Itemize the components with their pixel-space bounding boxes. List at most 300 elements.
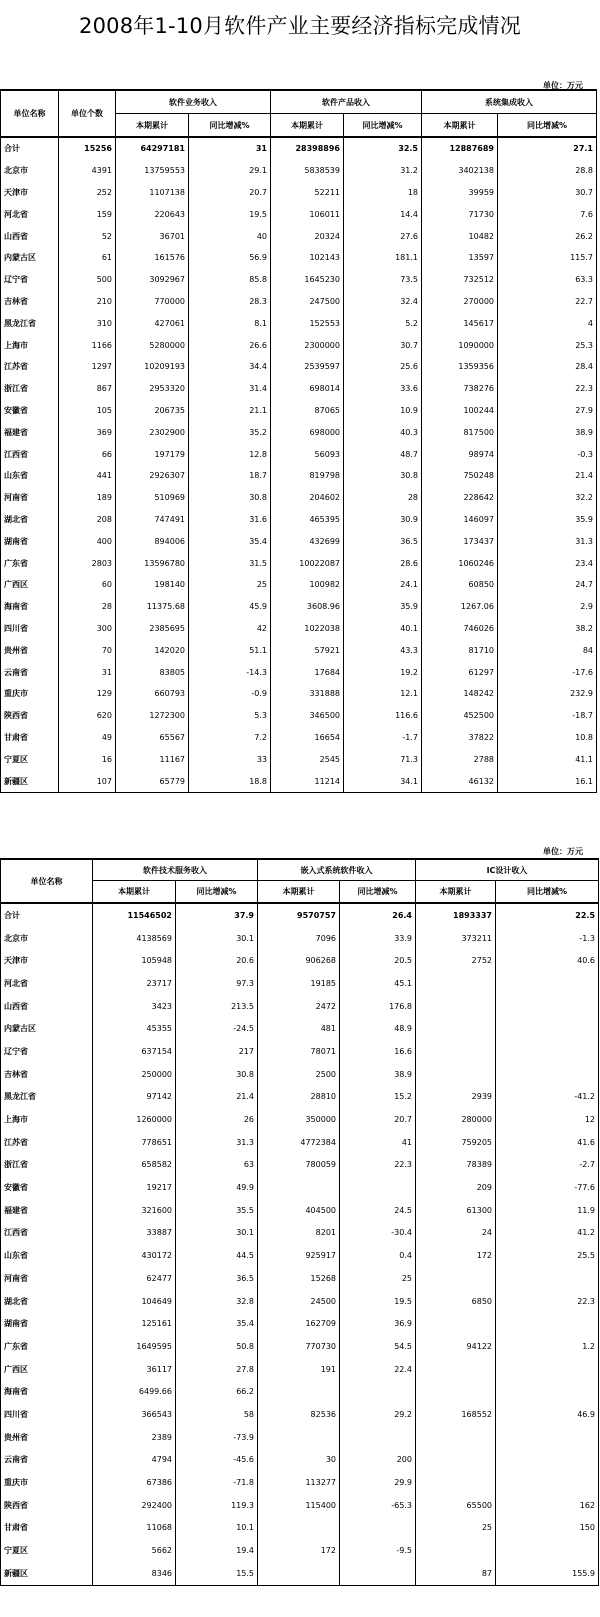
value-cell: 430172 bbox=[93, 1244, 176, 1267]
value-cell: 366543 bbox=[93, 1403, 176, 1426]
value-cell: 1272300 bbox=[116, 705, 189, 727]
value-cell: 36.5 bbox=[176, 1267, 258, 1290]
region-name-cell: 安徽省 bbox=[1, 1176, 93, 1199]
value-cell: 34.4 bbox=[189, 356, 271, 378]
value-cell: 27.9 bbox=[498, 400, 597, 422]
value-cell: 37822 bbox=[422, 727, 498, 749]
region-name-cell: 湖北省 bbox=[1, 1290, 93, 1313]
region-name-cell: 云南省 bbox=[1, 1449, 93, 1472]
value-cell: 2545 bbox=[271, 748, 344, 770]
region-name-cell: 天津市 bbox=[1, 182, 59, 204]
region-name-cell: 江西省 bbox=[1, 1222, 93, 1245]
region-name-cell: 四川省 bbox=[1, 1403, 93, 1426]
value-cell: 13597 bbox=[422, 247, 498, 269]
table-row bbox=[1, 618, 597, 640]
value-cell: 43.3 bbox=[344, 639, 422, 661]
value-cell: 142020 bbox=[116, 639, 189, 661]
value-cell bbox=[496, 995, 599, 1018]
region-name-cell: 吉林省 bbox=[1, 1063, 93, 1086]
value-cell: 6499.66 bbox=[93, 1380, 176, 1403]
header-unit-name: 单位名称 bbox=[1, 859, 93, 903]
value-cell: 510969 bbox=[116, 487, 189, 509]
value-cell: 50.8 bbox=[176, 1335, 258, 1358]
region-name-cell: 安徽省 bbox=[1, 400, 59, 422]
value-cell: 28810 bbox=[258, 1086, 340, 1109]
value-cell: -17.6 bbox=[498, 661, 597, 683]
value-cell: 441 bbox=[59, 465, 116, 487]
value-cell: 17684 bbox=[271, 661, 344, 683]
value-cell: 98974 bbox=[422, 443, 498, 465]
value-cell: 26 bbox=[176, 1108, 258, 1131]
value-cell: 105948 bbox=[93, 949, 176, 972]
value-cell: 25 bbox=[189, 574, 271, 596]
value-cell: 60850 bbox=[422, 574, 498, 596]
value-cell: 115.7 bbox=[498, 247, 597, 269]
table-row bbox=[1, 1244, 599, 1267]
value-cell: 106011 bbox=[271, 203, 344, 225]
region-name-cell: 内蒙古区 bbox=[1, 1017, 93, 1040]
value-cell: 10482 bbox=[422, 225, 498, 247]
value-cell: 197179 bbox=[116, 443, 189, 465]
table-row bbox=[1, 509, 597, 531]
value-cell: -41.2 bbox=[496, 1086, 599, 1109]
table-row bbox=[1, 203, 597, 225]
value-cell: 65567 bbox=[116, 727, 189, 749]
value-cell: 3092967 bbox=[116, 269, 189, 291]
value-cell: 12 bbox=[496, 1108, 599, 1131]
value-cell: 27.8 bbox=[176, 1358, 258, 1381]
value-cell: 20324 bbox=[271, 225, 344, 247]
value-cell: 2472 bbox=[258, 995, 340, 1018]
value-cell: 38.2 bbox=[498, 618, 597, 640]
value-cell: 32.2 bbox=[498, 487, 597, 509]
value-cell: 172 bbox=[258, 1539, 340, 1562]
region-name-cell: 浙江省 bbox=[1, 378, 59, 400]
value-cell: 56.9 bbox=[189, 247, 271, 269]
value-cell: 40.3 bbox=[344, 421, 422, 443]
region-name-cell: 湖南省 bbox=[1, 530, 59, 552]
value-cell: 113277 bbox=[258, 1471, 340, 1494]
value-cell: 2752 bbox=[416, 949, 496, 972]
value-cell: 30.8 bbox=[189, 487, 271, 509]
value-cell: 66 bbox=[59, 443, 116, 465]
value-cell: 373211 bbox=[416, 927, 496, 950]
value-cell: 292400 bbox=[93, 1494, 176, 1517]
value-cell: 11546502 bbox=[93, 903, 176, 927]
region-name-cell: 河北省 bbox=[1, 203, 59, 225]
value-cell: 1.2 bbox=[496, 1335, 599, 1358]
region-name-cell: 广东省 bbox=[1, 552, 59, 574]
value-cell: 35.5 bbox=[176, 1199, 258, 1222]
value-cell: 73.5 bbox=[344, 269, 422, 291]
value-cell: 52 bbox=[59, 225, 116, 247]
value-cell: 23.4 bbox=[498, 552, 597, 574]
table-row bbox=[1, 1517, 599, 1540]
value-cell: 432699 bbox=[271, 530, 344, 552]
value-cell: 13596780 bbox=[116, 552, 189, 574]
value-cell: 20.6 bbox=[176, 949, 258, 972]
value-cell: 152553 bbox=[271, 312, 344, 334]
table-row bbox=[1, 596, 597, 618]
value-cell: 232.9 bbox=[498, 683, 597, 705]
value-cell: 71.3 bbox=[344, 748, 422, 770]
value-cell: 321600 bbox=[93, 1199, 176, 1222]
value-cell: 31.6 bbox=[189, 509, 271, 531]
value-cell: 29.9 bbox=[340, 1471, 416, 1494]
value-cell: 33.6 bbox=[344, 378, 422, 400]
value-cell: 94122 bbox=[416, 1335, 496, 1358]
value-cell bbox=[258, 1562, 340, 1585]
value-cell: 82536 bbox=[258, 1403, 340, 1426]
value-cell: 191 bbox=[258, 1358, 340, 1381]
value-cell: 24.5 bbox=[340, 1199, 416, 1222]
value-cell: 9570757 bbox=[258, 903, 340, 927]
header-yoy-growth: 同比增减% bbox=[498, 114, 597, 138]
region-name-cell: 重庆市 bbox=[1, 683, 59, 705]
value-cell: 36117 bbox=[93, 1358, 176, 1381]
value-cell: 210 bbox=[59, 291, 116, 313]
table-tech-embedded-ic bbox=[0, 858, 599, 1586]
value-cell: -18.7 bbox=[498, 705, 597, 727]
region-name-cell: 浙江省 bbox=[1, 1154, 93, 1177]
value-cell: 31 bbox=[59, 661, 116, 683]
region-name-cell: 河南省 bbox=[1, 1267, 93, 1290]
value-cell: -0.9 bbox=[189, 683, 271, 705]
value-cell: 2539597 bbox=[271, 356, 344, 378]
header-yoy-growth: 同比增减% bbox=[176, 881, 258, 904]
region-name-cell: 湖北省 bbox=[1, 509, 59, 531]
value-cell bbox=[340, 1517, 416, 1540]
value-cell: 15.5 bbox=[176, 1562, 258, 1585]
value-cell: 1022038 bbox=[271, 618, 344, 640]
value-cell: 5662 bbox=[93, 1539, 176, 1562]
value-cell: 19.5 bbox=[189, 203, 271, 225]
value-cell: 46132 bbox=[422, 770, 498, 792]
value-cell: 189 bbox=[59, 487, 116, 509]
value-cell: 300 bbox=[59, 618, 116, 640]
region-name-cell: 海南省 bbox=[1, 1380, 93, 1403]
header-unit-name: 单位名称 bbox=[1, 90, 59, 137]
table-row bbox=[1, 225, 597, 247]
value-cell: 83805 bbox=[116, 661, 189, 683]
value-cell: 25 bbox=[416, 1517, 496, 1540]
table-row bbox=[1, 1086, 599, 1109]
table-row bbox=[1, 1380, 599, 1403]
value-cell: 173437 bbox=[422, 530, 498, 552]
value-cell bbox=[416, 1358, 496, 1381]
value-cell: 10209193 bbox=[116, 356, 189, 378]
value-cell: 41 bbox=[340, 1131, 416, 1154]
value-cell: 102143 bbox=[271, 247, 344, 269]
value-cell: 247500 bbox=[271, 291, 344, 313]
table-row bbox=[1, 927, 599, 950]
value-cell: 12.1 bbox=[344, 683, 422, 705]
value-cell: 78071 bbox=[258, 1040, 340, 1063]
region-name-cell: 四川省 bbox=[1, 618, 59, 640]
region-name-cell: 福建省 bbox=[1, 1199, 93, 1222]
value-cell: 33 bbox=[189, 748, 271, 770]
region-name-cell: 重庆市 bbox=[1, 1471, 93, 1494]
value-cell bbox=[416, 995, 496, 1018]
value-cell: 39959 bbox=[422, 182, 498, 204]
value-cell: 5838539 bbox=[271, 160, 344, 182]
value-cell bbox=[416, 1449, 496, 1472]
value-cell: 168552 bbox=[416, 1403, 496, 1426]
region-name-cell: 新疆区 bbox=[1, 1562, 93, 1585]
value-cell: 87065 bbox=[271, 400, 344, 422]
region-name-cell: 广东省 bbox=[1, 1335, 93, 1358]
value-cell: 5.2 bbox=[344, 312, 422, 334]
value-cell: 4 bbox=[498, 312, 597, 334]
table-row bbox=[1, 465, 597, 487]
table-row bbox=[1, 949, 599, 972]
value-cell: 146097 bbox=[422, 509, 498, 531]
header-current-total: 本期累计 bbox=[116, 114, 189, 138]
value-cell: 867 bbox=[59, 378, 116, 400]
value-cell: 30.1 bbox=[176, 1222, 258, 1245]
region-name-cell: 福建省 bbox=[1, 421, 59, 443]
value-cell: 11167 bbox=[116, 748, 189, 770]
header-yoy-growth: 同比增减% bbox=[340, 881, 416, 904]
value-cell: 310 bbox=[59, 312, 116, 334]
value-cell bbox=[258, 1380, 340, 1403]
table-row bbox=[1, 552, 597, 574]
region-name-cell: 辽宁省 bbox=[1, 269, 59, 291]
value-cell: 28398896 bbox=[271, 137, 344, 160]
table-row bbox=[1, 770, 597, 792]
value-cell: 1649595 bbox=[93, 1335, 176, 1358]
value-cell: 500 bbox=[59, 269, 116, 291]
table-row bbox=[1, 1154, 599, 1177]
header-group-embedded-software: 嵌入式系统软件收入 bbox=[258, 859, 416, 881]
value-cell: 2302900 bbox=[116, 421, 189, 443]
region-name-cell: 宁夏区 bbox=[1, 1539, 93, 1562]
value-cell: 698000 bbox=[271, 421, 344, 443]
table-row-total bbox=[1, 903, 599, 927]
value-cell: 637154 bbox=[93, 1040, 176, 1063]
table-row bbox=[1, 1108, 599, 1131]
value-cell: 206735 bbox=[116, 400, 189, 422]
value-cell: 200 bbox=[340, 1449, 416, 1472]
value-cell: 145617 bbox=[422, 312, 498, 334]
value-cell: 32.4 bbox=[344, 291, 422, 313]
value-cell: 1267.06 bbox=[422, 596, 498, 618]
value-cell: 61 bbox=[59, 247, 116, 269]
value-cell: 4772384 bbox=[258, 1131, 340, 1154]
value-cell: 30.7 bbox=[498, 182, 597, 204]
value-cell: 8201 bbox=[258, 1222, 340, 1245]
value-cell: 172 bbox=[416, 1244, 496, 1267]
value-cell: 30 bbox=[258, 1449, 340, 1472]
value-cell: 698014 bbox=[271, 378, 344, 400]
region-name-cell: 江西省 bbox=[1, 443, 59, 465]
value-cell: -1.7 bbox=[344, 727, 422, 749]
value-cell: 780059 bbox=[258, 1154, 340, 1177]
value-cell: 819798 bbox=[271, 465, 344, 487]
value-cell: 4794 bbox=[93, 1449, 176, 1472]
value-cell bbox=[496, 1539, 599, 1562]
table-row bbox=[1, 1403, 599, 1426]
value-cell: 30.7 bbox=[344, 334, 422, 356]
value-cell: 61297 bbox=[422, 661, 498, 683]
value-cell: 49.9 bbox=[176, 1176, 258, 1199]
table-row bbox=[1, 1449, 599, 1472]
table-row bbox=[1, 1063, 599, 1086]
value-cell: 1297 bbox=[59, 356, 116, 378]
value-cell: 35.9 bbox=[344, 596, 422, 618]
value-cell: 64297181 bbox=[116, 137, 189, 160]
value-cell: 33887 bbox=[93, 1222, 176, 1245]
value-cell: -30.4 bbox=[340, 1222, 416, 1245]
value-cell: 427061 bbox=[116, 312, 189, 334]
table-row bbox=[1, 400, 597, 422]
value-cell: 2385695 bbox=[116, 618, 189, 640]
region-name-cell: 广西区 bbox=[1, 1358, 93, 1381]
value-cell bbox=[496, 972, 599, 995]
value-cell: 15256 bbox=[59, 137, 116, 160]
value-cell: 38.9 bbox=[340, 1063, 416, 1086]
region-name-cell: 海南省 bbox=[1, 596, 59, 618]
value-cell bbox=[416, 1312, 496, 1335]
value-cell: 404500 bbox=[258, 1199, 340, 1222]
value-cell: 34.1 bbox=[344, 770, 422, 792]
value-cell: 16.1 bbox=[498, 770, 597, 792]
value-cell: 1090000 bbox=[422, 334, 498, 356]
value-cell: 198140 bbox=[116, 574, 189, 596]
table-row bbox=[1, 487, 597, 509]
header-unit-count: 单位个数 bbox=[59, 90, 116, 137]
value-cell: 10022087 bbox=[271, 552, 344, 574]
value-cell: 1260000 bbox=[93, 1108, 176, 1131]
value-cell: 25.5 bbox=[496, 1244, 599, 1267]
value-cell: 24 bbox=[416, 1222, 496, 1245]
region-name-cell: 合计 bbox=[1, 903, 93, 927]
table-row bbox=[1, 995, 599, 1018]
value-cell: 213.5 bbox=[176, 995, 258, 1018]
value-cell: 22.3 bbox=[340, 1154, 416, 1177]
value-cell bbox=[416, 972, 496, 995]
value-cell: 7.6 bbox=[498, 203, 597, 225]
value-cell: 19.4 bbox=[176, 1539, 258, 1562]
value-cell: 15268 bbox=[258, 1267, 340, 1290]
value-cell: 45.9 bbox=[189, 596, 271, 618]
value-cell: 2953320 bbox=[116, 378, 189, 400]
value-cell: 1166 bbox=[59, 334, 116, 356]
value-cell: 97142 bbox=[93, 1086, 176, 1109]
value-cell: 27.6 bbox=[344, 225, 422, 247]
value-cell: 65779 bbox=[116, 770, 189, 792]
value-cell: 465395 bbox=[271, 509, 344, 531]
value-cell: 11068 bbox=[93, 1517, 176, 1540]
value-cell: 32.8 bbox=[176, 1290, 258, 1313]
table-row bbox=[1, 1199, 599, 1222]
header-group-tech-service: 软件技术服务收入 bbox=[93, 859, 258, 881]
value-cell: 2300000 bbox=[271, 334, 344, 356]
region-name-cell: 云南省 bbox=[1, 661, 59, 683]
value-cell: 24.1 bbox=[344, 574, 422, 596]
region-name-cell: 河南省 bbox=[1, 487, 59, 509]
value-cell: 1107138 bbox=[116, 182, 189, 204]
value-cell: 19.5 bbox=[340, 1290, 416, 1313]
value-cell: 1893337 bbox=[416, 903, 496, 927]
value-cell bbox=[340, 1176, 416, 1199]
value-cell: 60 bbox=[59, 574, 116, 596]
value-cell bbox=[496, 1449, 599, 1472]
value-cell: 906268 bbox=[258, 949, 340, 972]
value-cell: 30.8 bbox=[344, 465, 422, 487]
value-cell: 52211 bbox=[271, 182, 344, 204]
value-cell bbox=[416, 1539, 496, 1562]
value-cell: 13759553 bbox=[116, 160, 189, 182]
value-cell: 620 bbox=[59, 705, 116, 727]
region-name-cell: 北京市 bbox=[1, 160, 59, 182]
value-cell: 26.2 bbox=[498, 225, 597, 247]
value-cell: 770730 bbox=[258, 1335, 340, 1358]
value-cell: 66.2 bbox=[176, 1380, 258, 1403]
value-cell: 65500 bbox=[416, 1494, 496, 1517]
value-cell bbox=[416, 1426, 496, 1449]
region-name-cell: 内蒙古区 bbox=[1, 247, 59, 269]
value-cell: 100982 bbox=[271, 574, 344, 596]
value-cell: 84 bbox=[498, 639, 597, 661]
value-cell: 41.6 bbox=[496, 1131, 599, 1154]
value-cell: 2788 bbox=[422, 748, 498, 770]
value-cell: 22.3 bbox=[498, 378, 597, 400]
region-name-cell: 江苏省 bbox=[1, 356, 59, 378]
value-cell: 48.9 bbox=[340, 1017, 416, 1040]
value-cell bbox=[258, 1517, 340, 1540]
value-cell: 97.3 bbox=[176, 972, 258, 995]
value-cell: 746026 bbox=[422, 618, 498, 640]
value-cell: 26.6 bbox=[189, 334, 271, 356]
value-cell bbox=[340, 1426, 416, 1449]
region-name-cell: 甘肃省 bbox=[1, 1517, 93, 1540]
value-cell bbox=[496, 1040, 599, 1063]
value-cell: 107 bbox=[59, 770, 116, 792]
value-cell: 270000 bbox=[422, 291, 498, 313]
table-row bbox=[1, 1471, 599, 1494]
value-cell: 25 bbox=[340, 1267, 416, 1290]
value-cell: 280000 bbox=[416, 1108, 496, 1131]
value-cell: 35.4 bbox=[189, 530, 271, 552]
value-cell: 11214 bbox=[271, 770, 344, 792]
header-current-total: 本期累计 bbox=[422, 114, 498, 138]
value-cell: 85.8 bbox=[189, 269, 271, 291]
value-cell: 220643 bbox=[116, 203, 189, 225]
header-group-system-integration: 系统集成收入 bbox=[422, 90, 597, 114]
value-cell: 3608.96 bbox=[271, 596, 344, 618]
header-current-total: 本期累计 bbox=[416, 881, 496, 904]
value-cell bbox=[416, 1380, 496, 1403]
value-cell: 346500 bbox=[271, 705, 344, 727]
value-cell: 155.9 bbox=[496, 1562, 599, 1585]
region-name-cell: 北京市 bbox=[1, 927, 93, 950]
value-cell: 14.4 bbox=[344, 203, 422, 225]
region-name-cell: 湖南省 bbox=[1, 1312, 93, 1335]
region-name-cell: 贵州省 bbox=[1, 639, 59, 661]
region-name-cell: 河北省 bbox=[1, 972, 93, 995]
value-cell: 21.4 bbox=[176, 1086, 258, 1109]
header-group-software-business: 软件业务收入 bbox=[116, 90, 271, 114]
value-cell: 125161 bbox=[93, 1312, 176, 1335]
header-current-total: 本期累计 bbox=[93, 881, 176, 904]
table-row bbox=[1, 1426, 599, 1449]
table-row bbox=[1, 1040, 599, 1063]
value-cell: 452500 bbox=[422, 705, 498, 727]
region-name-cell: 江苏省 bbox=[1, 1131, 93, 1154]
value-cell: 738276 bbox=[422, 378, 498, 400]
region-name-cell: 陕西省 bbox=[1, 705, 59, 727]
